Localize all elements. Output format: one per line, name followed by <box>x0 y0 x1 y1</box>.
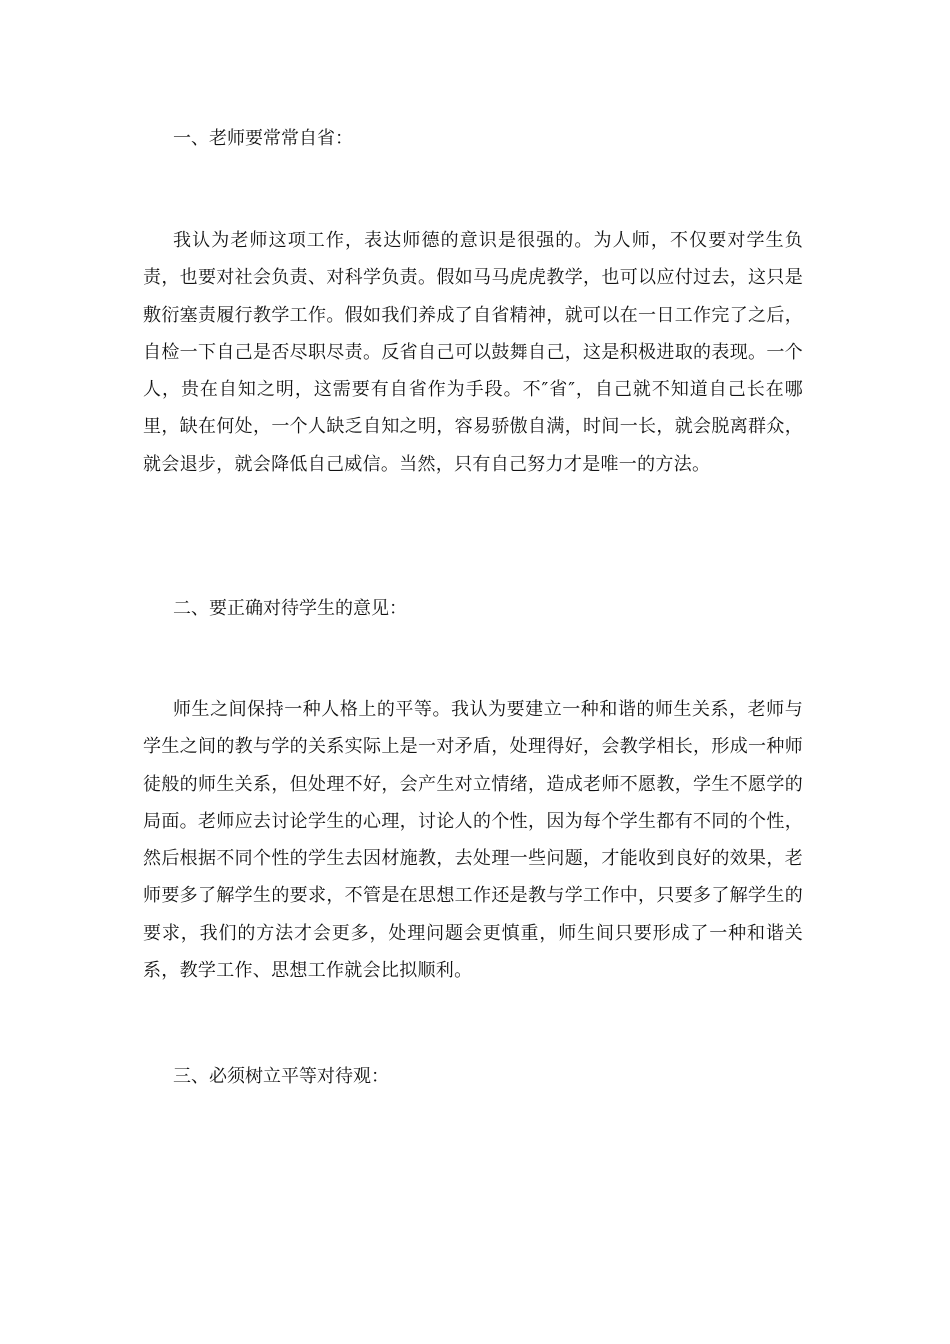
section-heading-3: 三、必须树立平等对待观： <box>173 1066 389 1087</box>
section-paragraph-1: 我认为老师这项工作，表达师德的意识是很强的。为人师，不仅要对学生负责，也要对社会负责、对科学负责。假如马马虎虎教学，也可以应付过去，这只是敷衍塞责履行教学工作。假如我们养成了自省精神，就可以在一日工作完了之后，自检一下自己是否尽职尽责。反省自己可以鼓舞自己，这是积极进取的表现。一个人，贵在自知之明，这需要有自省作为手段。不″省″，自己就不知道自己长在哪里，缺在何处，一个人缺乏自知之明，容易骄傲自满，时间一长，就会脱离群众，就会退步，就会降低自己威信。当然，只有自己努力才是唯一的方法。 <box>143 230 803 475</box>
section-heading-2: 二、要正确对待学生的意见： <box>173 598 407 619</box>
section-paragraph-2: 师生之间保持一种人格上的平等。我认为要建立一种和谐的师生关系，老师与学生之间的教与学的关系实际上是一对矛盾，处理得好，会教学相长，形成一种师徒般的师生关系，但处理不好，会产生对立情绪，造成老师不愿教，学生不愿学的局面。老师应去讨论学生的心理，讨论人的个性，因为每个学生都有不同的个性，然后根据不同个性的学生去因材施教，去处理一些问题，才能收到良好的效果，老师要多了解学生的要求，不管是在思想工作还是教与学工作中，只要多了解学生的要求，我们的方法才会更多，处理问题会更慎重，师生间只要形成了一种和谐关系，教学工作、思想工作就会比拟顺利。 <box>143 699 803 982</box>
section-heading-1: 一、老师要常常自省： <box>173 128 353 149</box>
